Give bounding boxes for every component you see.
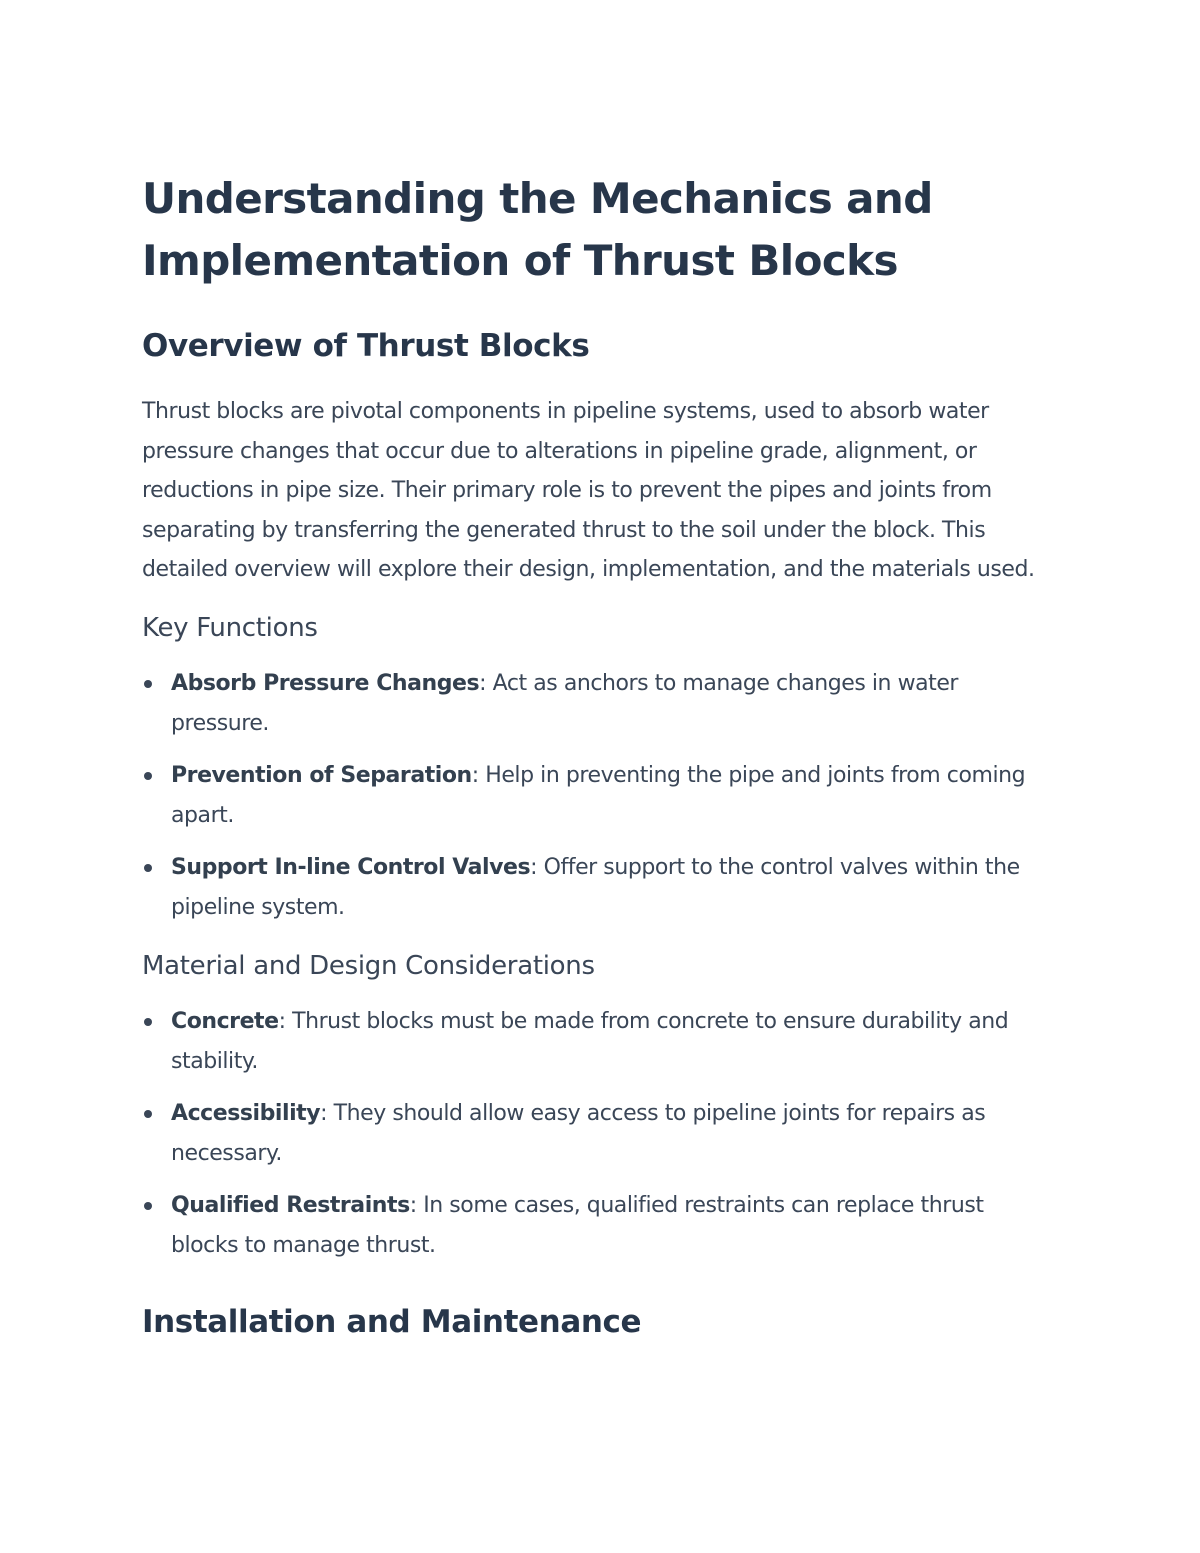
list-item-text: : They should allow easy access to pipeline joints for repairs as necessary. [171, 1100, 986, 1166]
subheading-key-functions: Key Functions [142, 612, 318, 643]
list-item-term: Prevention of Separation [171, 762, 472, 788]
list-item-text: : Help in preventing the pipe and joints from coming apart. [171, 762, 1026, 828]
list-item-term: Absorb Pressure Changes [171, 670, 480, 696]
section-heading-installation: Installation and Maintenance [142, 1303, 642, 1340]
list-item [142, 1094, 1057, 1174]
materials-list [142, 1002, 1057, 1266]
bullet-icon [144, 864, 152, 872]
list-item-term: Support In-line Control Valves [171, 854, 531, 880]
list-item-text: : In some cases, qualified restraints can replace thrust blocks to manage thrust. [171, 1192, 984, 1258]
list-item-term: Accessibility [171, 1100, 321, 1126]
list-item-text: : Offer support to the control valves within the pipeline system. [171, 854, 1020, 920]
bullet-icon [144, 772, 152, 780]
bullet-icon [144, 1018, 152, 1026]
subheading-materials: Material and Design Considerations [142, 950, 595, 981]
list-item-term: Qualified Restraints [171, 1192, 410, 1218]
list-item [142, 1186, 1057, 1266]
list-item-text: : Thrust blocks must be made from concrete to ensure durability and stability. [171, 1008, 1009, 1074]
document-title: Understanding the Mechanics and Implementation of Thrust Blocks [142, 174, 933, 285]
bullet-icon [144, 1202, 152, 1210]
section-heading-overview: Overview of Thrust Blocks [142, 328, 590, 364]
list-item [142, 848, 1057, 928]
list-item [142, 664, 1057, 744]
list-item-term: Concrete [171, 1008, 279, 1034]
document-page [142, 168, 1057, 1342]
overview-paragraph: Thrust blocks are pivotal components in pipeline systems, used to absorb water pressure changes that occur due to alterations in pipeline grade, alignment, or reductions in pipe size. Their primary role is to prevent the pipes and joints from separating by transferring the generated thrust to the soil under the block. This detailed overview will explore their design, implementation, and the materials used. [142, 399, 1035, 583]
bullet-icon [144, 680, 152, 688]
key-functions-list [142, 664, 1057, 928]
bullet-icon [144, 1110, 152, 1118]
list-item [142, 756, 1057, 836]
list-item-text: : Act as anchors to manage changes in water pressure. [171, 670, 959, 736]
list-item [142, 1002, 1057, 1082]
